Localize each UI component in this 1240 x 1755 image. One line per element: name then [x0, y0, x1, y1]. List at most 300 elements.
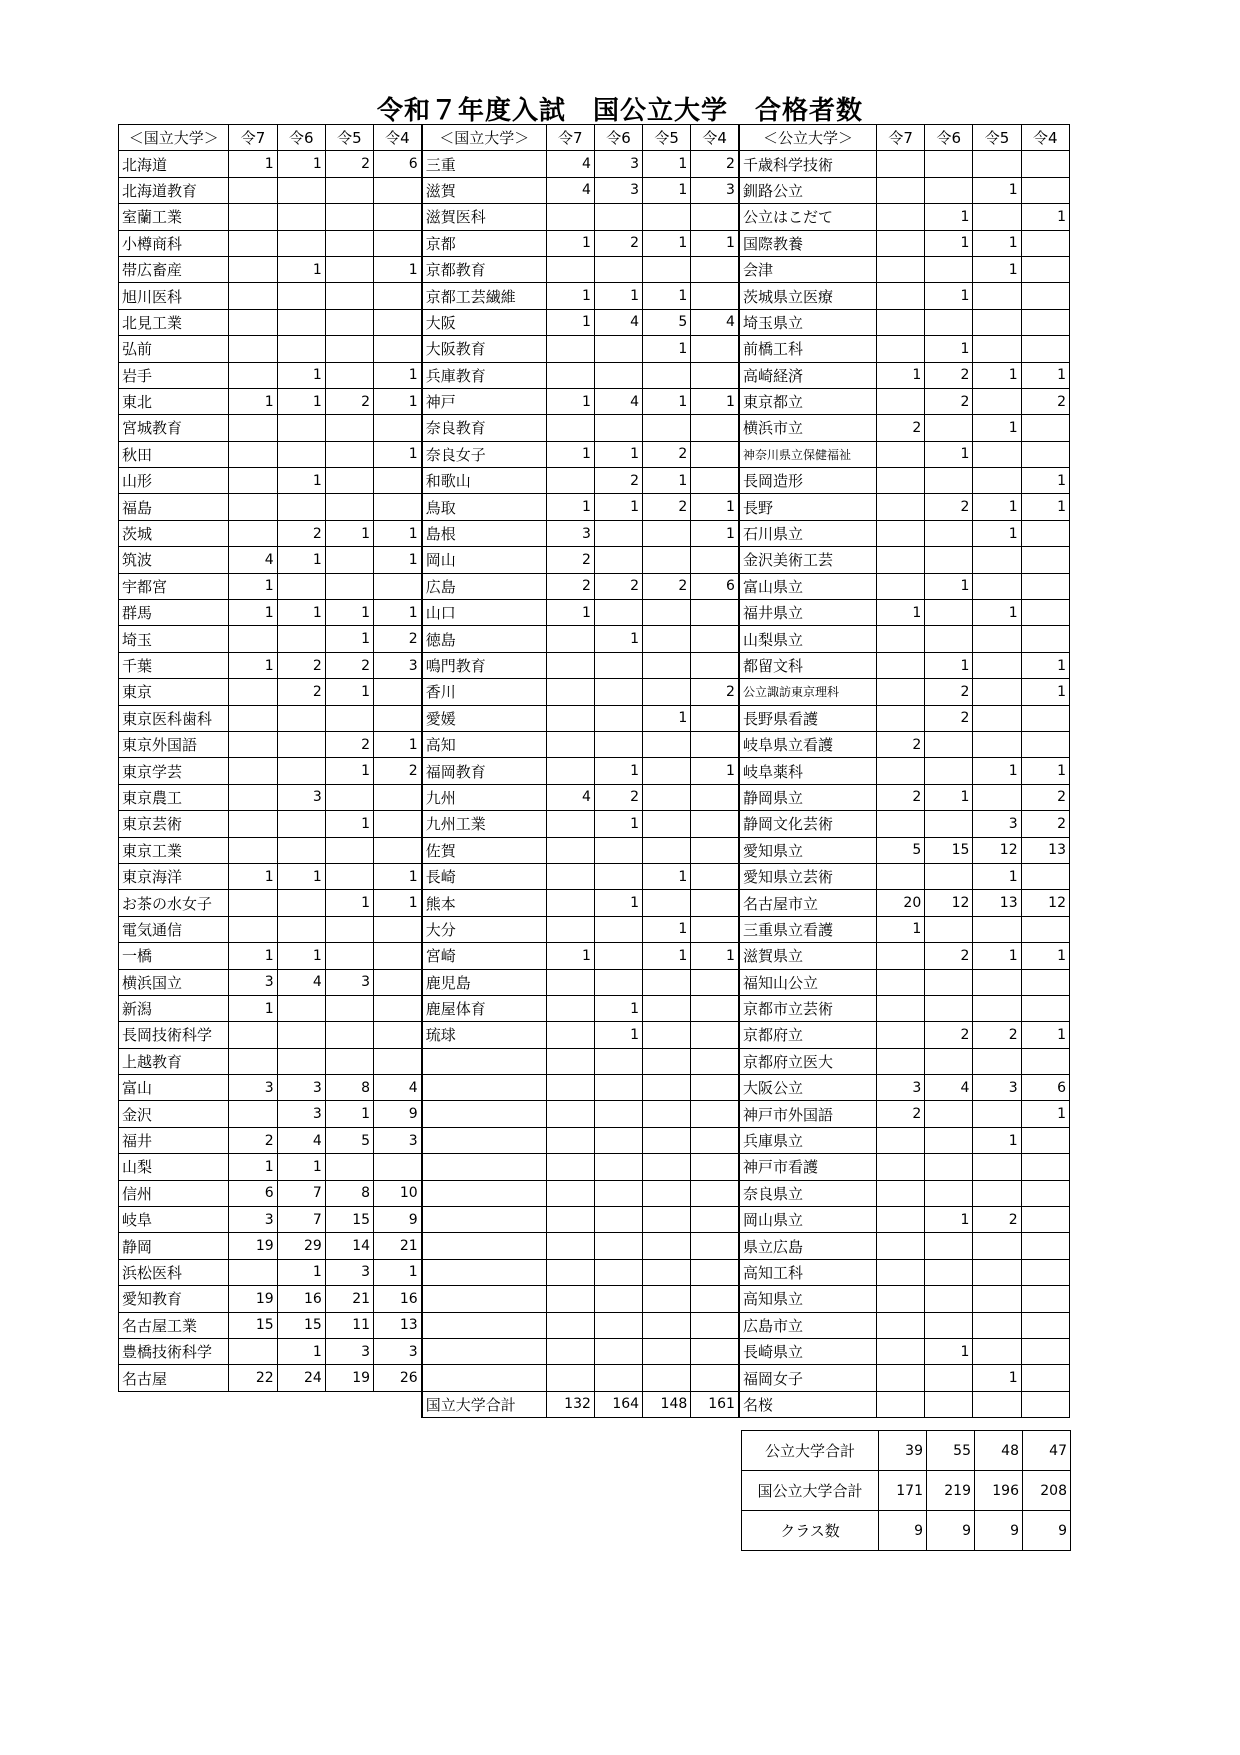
count-cell: [374, 468, 422, 494]
count-cell: [973, 1233, 1021, 1259]
count-cell: [374, 1022, 422, 1048]
count-cell: 1: [374, 256, 422, 282]
count-cell: 3: [277, 784, 325, 810]
count-cell: [325, 547, 373, 573]
table-row: [119, 1101, 1070, 1127]
count-cell: 12: [973, 837, 1021, 863]
count-cell: 1: [229, 600, 277, 626]
count-cell: [643, 837, 691, 863]
count-cell: 1: [374, 731, 422, 757]
count-cell: 1: [643, 705, 691, 731]
count-cell: [1021, 309, 1069, 335]
count-cell: 1: [229, 863, 277, 889]
count-cell: [546, 969, 594, 995]
count-cell: [925, 309, 973, 335]
count-cell: [229, 309, 277, 335]
count-cell: 26: [374, 1365, 422, 1391]
summary-value: 208: [1023, 1471, 1071, 1511]
count-cell: [691, 1154, 739, 1180]
table-row: [119, 784, 1070, 810]
national-university-name: 名古屋工業: [119, 1312, 229, 1338]
count-cell: 1: [277, 943, 325, 969]
public-university-name: 前橋工科: [739, 336, 877, 362]
count-cell: 2: [594, 230, 642, 256]
count-cell: [643, 1022, 691, 1048]
national-university-name: 大阪: [422, 309, 547, 335]
count-cell: 1: [925, 652, 973, 678]
count-cell: 1: [691, 758, 739, 784]
count-cell: [877, 1233, 925, 1259]
national-university-name: 京都教育: [422, 256, 547, 282]
count-cell: 1: [1021, 1101, 1069, 1127]
count-cell: [594, 837, 642, 863]
count-cell: [374, 969, 422, 995]
national-university-name: 静岡: [119, 1233, 229, 1259]
national-university-name: 和歌山: [422, 468, 547, 494]
summary-value: 9: [1023, 1511, 1071, 1551]
national-university-name: 島根: [422, 520, 547, 546]
count-cell: 7: [277, 1207, 325, 1233]
count-cell: 2: [325, 388, 373, 414]
count-cell: 1: [691, 230, 739, 256]
national-university-name: [422, 1075, 547, 1101]
count-cell: [546, 336, 594, 362]
national-university-name: 広島: [422, 573, 547, 599]
national-university-name: 愛媛: [422, 705, 547, 731]
national-university-name: 宮城教育: [119, 415, 229, 441]
count-cell: 1: [594, 758, 642, 784]
count-cell: 1: [925, 204, 973, 230]
count-cell: 1: [374, 520, 422, 546]
count-cell: 4: [691, 309, 739, 335]
count-cell: 1: [691, 388, 739, 414]
count-cell: [374, 837, 422, 863]
count-cell: [643, 731, 691, 757]
count-cell: [973, 309, 1021, 335]
public-university-name: 国際教養: [739, 230, 877, 256]
count-cell: [277, 705, 325, 731]
count-cell: [691, 1365, 739, 1391]
count-cell: [277, 415, 325, 441]
count-cell: [1021, 151, 1069, 177]
count-cell: [325, 283, 373, 309]
count-cell: 3: [594, 177, 642, 203]
count-cell: [643, 679, 691, 705]
national-university-name: 電気通信: [119, 916, 229, 942]
count-cell: [691, 969, 739, 995]
table-row: [119, 336, 1070, 362]
count-cell: [925, 256, 973, 282]
count-cell: [594, 256, 642, 282]
count-cell: [546, 811, 594, 837]
count-cell: 6: [374, 151, 422, 177]
count-cell: [229, 837, 277, 863]
summary-value: 9: [975, 1511, 1023, 1551]
count-cell: [877, 943, 925, 969]
count-cell: [325, 1048, 373, 1074]
count-cell: [691, 811, 739, 837]
public-university-name: 埼玉県立: [739, 309, 877, 335]
count-cell: [374, 1048, 422, 1074]
count-cell: [229, 177, 277, 203]
count-cell: [925, 600, 973, 626]
count-cell: [877, 336, 925, 362]
count-cell: [691, 362, 739, 388]
public-university-name: 長崎県立: [739, 1338, 877, 1364]
count-cell: [277, 811, 325, 837]
count-cell: 1: [277, 863, 325, 889]
national-university-name: [422, 1312, 547, 1338]
count-cell: [691, 1207, 739, 1233]
count-cell: 1: [594, 626, 642, 652]
count-cell: 1: [973, 494, 1021, 520]
count-cell: 2: [643, 441, 691, 467]
public-header: ＜公立大学＞: [739, 125, 877, 151]
national-university-name: 名古屋: [119, 1365, 229, 1391]
summary-value: 55: [927, 1431, 975, 1471]
count-cell: [229, 336, 277, 362]
count-cell: [691, 415, 739, 441]
national-university-name: 一橋: [119, 943, 229, 969]
count-cell: [594, 1207, 642, 1233]
public-university-name: 東京都立: [739, 388, 877, 414]
count-cell: [973, 1259, 1021, 1285]
count-cell: 3: [277, 1075, 325, 1101]
count-cell: 6: [691, 573, 739, 599]
table-row: [119, 943, 1070, 969]
table-row: [119, 1180, 1070, 1206]
count-cell: 11: [325, 1312, 373, 1338]
national-university-name: 熊本: [422, 890, 547, 916]
national-university-name: 大阪教育: [422, 336, 547, 362]
count-cell: [691, 863, 739, 889]
count-cell: [594, 1338, 642, 1364]
national-university-name: 筑波: [119, 547, 229, 573]
table-row: [119, 1233, 1070, 1259]
national-university-name: 東京海洋: [119, 863, 229, 889]
count-cell: [643, 520, 691, 546]
summary-value: 47: [1023, 1431, 1071, 1471]
count-cell: 7: [277, 1180, 325, 1206]
header-row: [119, 125, 1070, 151]
public-university-name: 山梨県立: [739, 626, 877, 652]
count-cell: 10: [374, 1180, 422, 1206]
count-cell: 4: [277, 1127, 325, 1153]
count-cell: 1: [1021, 204, 1069, 230]
count-cell: [546, 652, 594, 678]
count-cell: [643, 1101, 691, 1127]
count-cell: [925, 731, 973, 757]
count-cell: [691, 1127, 739, 1153]
table-row: [119, 758, 1070, 784]
national-university-name: 岐阜: [119, 1207, 229, 1233]
national-university-name: 鹿屋体育: [422, 995, 547, 1021]
summary-value: 196: [975, 1471, 1023, 1511]
count-cell: [546, 1180, 594, 1206]
count-cell: [643, 1365, 691, 1391]
count-cell: [546, 731, 594, 757]
count-cell: 3: [325, 1338, 373, 1364]
national-university-name: [422, 1154, 547, 1180]
count-cell: 2: [925, 679, 973, 705]
count-cell: 20: [877, 890, 925, 916]
national-university-name: 東京学芸: [119, 758, 229, 784]
count-cell: [691, 1233, 739, 1259]
count-cell: [643, 1338, 691, 1364]
count-cell: [1021, 1207, 1069, 1233]
count-cell: 1: [277, 1259, 325, 1285]
national-university-name: 九州工業: [422, 811, 547, 837]
table-row: [119, 204, 1070, 230]
national-university-name: 浜松医科: [119, 1259, 229, 1285]
count-cell: [594, 652, 642, 678]
count-cell: 2: [877, 784, 925, 810]
count-cell: [1021, 731, 1069, 757]
national-university-name: [422, 1101, 547, 1127]
count-cell: 2: [1021, 784, 1069, 810]
count-cell: [877, 758, 925, 784]
count-cell: [1021, 177, 1069, 203]
public-university-name: 高知県立: [739, 1286, 877, 1312]
count-cell: [877, 388, 925, 414]
count-cell: [546, 916, 594, 942]
summary-value: 171: [879, 1471, 927, 1511]
count-cell: [643, 811, 691, 837]
count-cell: [277, 204, 325, 230]
count-cell: [594, 705, 642, 731]
count-cell: [973, 1391, 1021, 1417]
count-cell: [325, 468, 373, 494]
count-cell: [973, 388, 1021, 414]
count-cell: [325, 837, 373, 863]
count-cell: [691, 652, 739, 678]
national-total-value: 161: [691, 1391, 739, 1417]
table-row: [119, 916, 1070, 942]
national-university-name: 福井: [119, 1127, 229, 1153]
national-university-name: 新潟: [119, 995, 229, 1021]
count-cell: [325, 362, 373, 388]
count-cell: [877, 1207, 925, 1233]
count-cell: [229, 204, 277, 230]
count-cell: 6: [1021, 1075, 1069, 1101]
count-cell: [594, 1048, 642, 1074]
count-cell: [229, 362, 277, 388]
national-university-name: 山形: [119, 468, 229, 494]
count-cell: 1: [374, 1259, 422, 1285]
count-cell: 1: [973, 256, 1021, 282]
public-university-name: 金沢美術工芸: [739, 547, 877, 573]
count-cell: [925, 1233, 973, 1259]
count-cell: [277, 230, 325, 256]
count-cell: 14: [325, 1233, 373, 1259]
summary-value: 39: [879, 1431, 927, 1471]
count-cell: [1021, 1391, 1069, 1417]
count-cell: [546, 1312, 594, 1338]
count-cell: 4: [594, 309, 642, 335]
count-cell: [877, 1259, 925, 1285]
count-cell: [643, 1233, 691, 1259]
count-cell: [691, 256, 739, 282]
table-row: [119, 995, 1070, 1021]
public-university-name: 兵庫県立: [739, 1127, 877, 1153]
public-university-name: 福知山公立: [739, 969, 877, 995]
count-cell: [1021, 336, 1069, 362]
count-cell: [374, 943, 422, 969]
count-cell: 4: [229, 547, 277, 573]
count-cell: 1: [277, 1154, 325, 1180]
count-cell: 21: [325, 1286, 373, 1312]
summary-label: 公立大学合計: [742, 1431, 879, 1471]
count-cell: [925, 1048, 973, 1074]
count-cell: [277, 731, 325, 757]
count-cell: 1: [374, 863, 422, 889]
count-cell: [691, 441, 739, 467]
count-cell: [643, 626, 691, 652]
count-cell: [229, 494, 277, 520]
table-row: [119, 415, 1070, 441]
count-cell: 2: [925, 943, 973, 969]
count-cell: 1: [925, 230, 973, 256]
national-university-name: [422, 1180, 547, 1206]
summary-label: 国公立大学合計: [742, 1471, 879, 1511]
summary-value: 219: [927, 1471, 975, 1511]
national-university-name: 東京医科歯科: [119, 705, 229, 731]
count-cell: [229, 520, 277, 546]
table-row: [119, 1259, 1070, 1285]
count-cell: [643, 1127, 691, 1153]
count-cell: 2: [877, 731, 925, 757]
count-cell: [643, 256, 691, 282]
count-cell: [277, 283, 325, 309]
count-cell: [1021, 415, 1069, 441]
count-cell: [546, 679, 594, 705]
count-cell: [594, 1101, 642, 1127]
count-cell: [325, 336, 373, 362]
national-university-name: 茨城: [119, 520, 229, 546]
count-cell: [374, 177, 422, 203]
count-cell: 3: [973, 811, 1021, 837]
count-cell: 1: [229, 943, 277, 969]
count-cell: 1: [594, 811, 642, 837]
count-cell: [594, 1154, 642, 1180]
count-cell: [546, 863, 594, 889]
public-university-name: 富山県立: [739, 573, 877, 599]
count-cell: 1: [229, 652, 277, 678]
national-university-name: 奈良教育: [422, 415, 547, 441]
public-university-name: 神戸市外国語: [739, 1101, 877, 1127]
count-cell: [973, 1154, 1021, 1180]
count-cell: [925, 1286, 973, 1312]
count-cell: [691, 1312, 739, 1338]
count-cell: [229, 679, 277, 705]
count-cell: 1: [277, 600, 325, 626]
count-cell: [546, 415, 594, 441]
public-university-name: 公立諏訪東京理科: [739, 679, 877, 705]
national-university-name: 岩手: [119, 362, 229, 388]
national-university-name: 福島: [119, 494, 229, 520]
count-cell: [973, 1286, 1021, 1312]
table-row: [119, 362, 1070, 388]
count-cell: [643, 204, 691, 230]
count-cell: [1021, 969, 1069, 995]
count-cell: 3: [877, 1075, 925, 1101]
count-cell: [877, 520, 925, 546]
count-cell: [325, 573, 373, 599]
count-cell: [1021, 1233, 1069, 1259]
count-cell: [546, 626, 594, 652]
count-cell: 1: [546, 230, 594, 256]
count-cell: [546, 1286, 594, 1312]
count-cell: [277, 758, 325, 784]
count-cell: 2: [546, 547, 594, 573]
table-row: [119, 705, 1070, 731]
national-total-label: 国立大学合計: [422, 1391, 547, 1417]
national-university-name: 山口: [422, 600, 547, 626]
count-cell: [925, 995, 973, 1021]
count-cell: 1: [1021, 362, 1069, 388]
count-cell: [643, 784, 691, 810]
national-university-name: 弘前: [119, 336, 229, 362]
count-cell: [691, 1048, 739, 1074]
count-cell: 1: [643, 336, 691, 362]
count-cell: [691, 204, 739, 230]
count-cell: 6: [229, 1180, 277, 1206]
count-cell: [1021, 1312, 1069, 1338]
count-cell: [594, 863, 642, 889]
summary-value: 9: [879, 1511, 927, 1551]
count-cell: [877, 652, 925, 678]
count-cell: [374, 283, 422, 309]
count-cell: [973, 916, 1021, 942]
count-cell: [973, 336, 1021, 362]
count-cell: [374, 1154, 422, 1180]
count-cell: [877, 1365, 925, 1391]
count-cell: [229, 758, 277, 784]
count-cell: [325, 995, 373, 1021]
count-cell: 1: [374, 388, 422, 414]
table-row: [119, 863, 1070, 889]
national-university-name: 福岡教育: [422, 758, 547, 784]
count-cell: [546, 1048, 594, 1074]
count-cell: 4: [546, 784, 594, 810]
count-cell: 1: [325, 600, 373, 626]
count-cell: 1: [643, 283, 691, 309]
count-cell: [594, 731, 642, 757]
count-cell: [925, 468, 973, 494]
count-cell: [229, 441, 277, 467]
year-header: 令6: [277, 125, 325, 151]
count-cell: [925, 863, 973, 889]
count-cell: [877, 468, 925, 494]
table-row: [119, 837, 1070, 863]
public-university-name: 千歳科学技術: [739, 151, 877, 177]
count-cell: 3: [229, 1075, 277, 1101]
count-cell: [546, 468, 594, 494]
table-row: [119, 520, 1070, 546]
count-cell: [877, 1022, 925, 1048]
count-cell: [594, 204, 642, 230]
count-cell: 1: [325, 520, 373, 546]
count-cell: 1: [643, 916, 691, 942]
count-cell: 1: [925, 1338, 973, 1364]
count-cell: 2: [691, 679, 739, 705]
count-cell: 16: [374, 1286, 422, 1312]
count-cell: [1021, 573, 1069, 599]
count-cell: [546, 1127, 594, 1153]
national-university-name: 鳥取: [422, 494, 547, 520]
count-cell: 5: [643, 309, 691, 335]
count-cell: 3: [229, 1207, 277, 1233]
